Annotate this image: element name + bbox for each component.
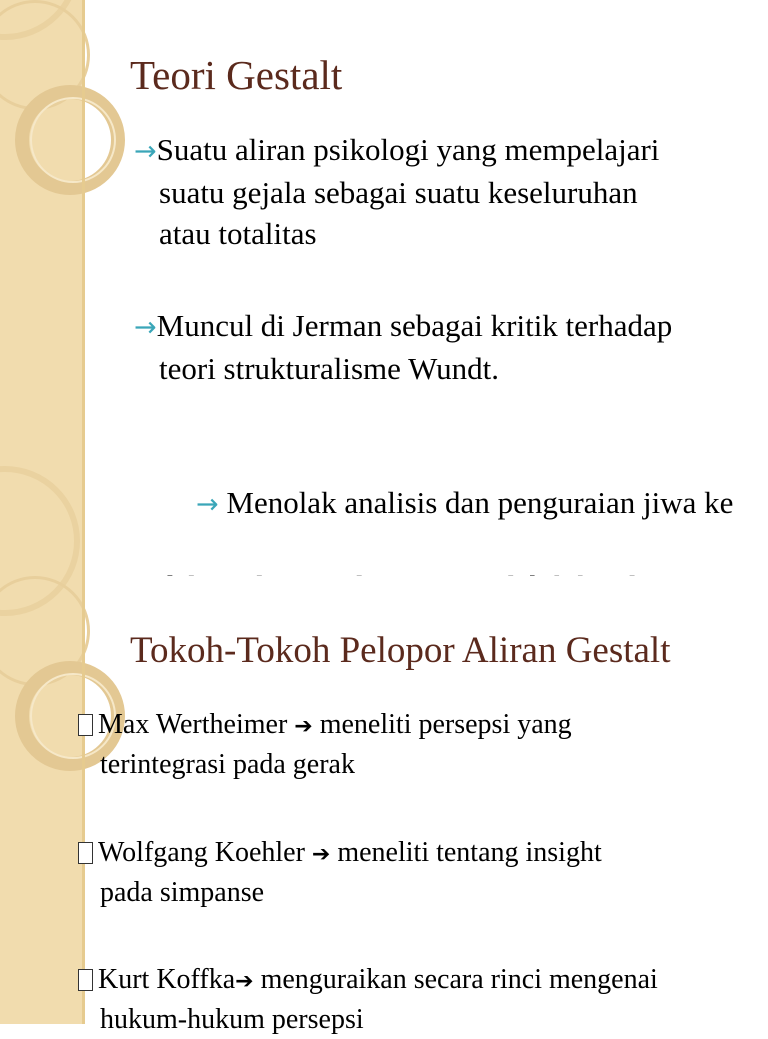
missing-glyph-box-icon [78,842,93,864]
list-item [78,834,602,912]
bullet-text: Muncul di Jerman sebagai kritik terhadap [156,308,673,343]
slide-title: Tokoh-Tokoh Pelopor Aliran Gestalt [130,630,671,671]
arrow-right-icon: ➔ [235,969,254,994]
person-description: menguraikan secara rinci mengenai [253,964,658,995]
person-name: Max Wertheimer [98,709,288,740]
arrow-right-icon: → [134,136,157,167]
person-description: hukum-hukum persepsi [100,1004,364,1035]
decorative-ring [30,97,116,183]
list-item [78,706,572,784]
person-description: terintegrasi pada gerak [100,749,355,780]
person-name: Kurt Koffka [98,964,236,995]
bullet-text: teori strukturalisme Wundt. [159,351,499,386]
person-description: meneliti tentang insight [330,837,602,868]
bullet-text: atau totalitas [159,216,317,251]
bullet-text: suatu gejala sebagai suatu keseluruhan [159,175,638,210]
missing-glyph-box-icon [78,969,93,991]
person-description: pada simpanse [100,877,265,908]
arrow-right-icon: → [196,489,219,520]
arrow-right-icon: ➔ [294,714,313,739]
strip-edge [82,0,85,576]
missing-glyph-box-icon [78,714,93,736]
list-item [78,961,658,1039]
slide-tokoh-gestalt [0,576,768,1035]
strip-edge [82,576,85,1024]
arrow-right-icon: → [134,312,157,343]
bullet-point [134,129,659,254]
bullet-text: Menolak analisis dan penguraian jiwa ke [218,485,734,520]
person-name: Wolfgang Koehler [98,837,305,868]
decorative-side-strip [0,576,85,1024]
person-description: meneliti persepsi yang [312,709,572,740]
arrow-right-icon: ➔ [311,842,331,867]
slide-title: Teori Gestalt [130,52,343,98]
bullet-text: Suatu aliran psikologi yang mempelajari [156,132,660,167]
bullet-point [134,305,672,389]
